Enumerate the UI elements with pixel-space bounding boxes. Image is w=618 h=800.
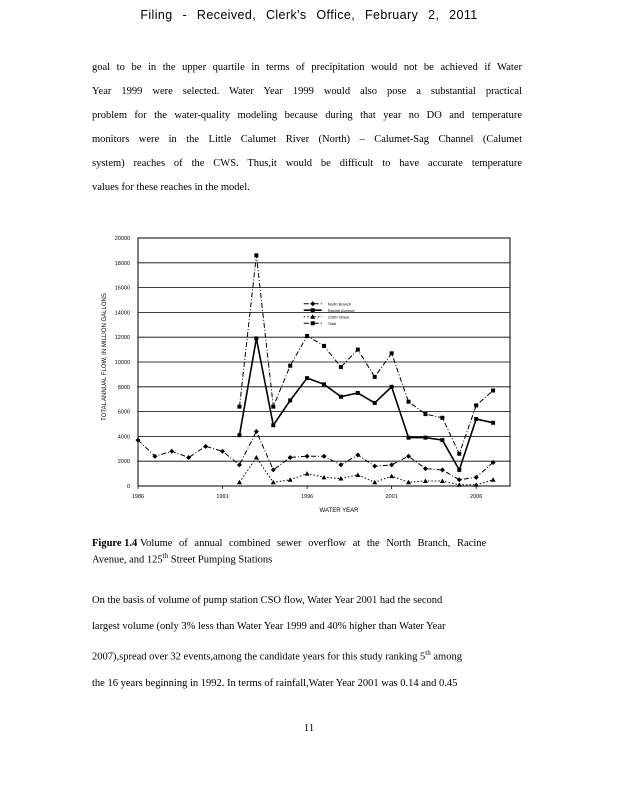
y-axis-label: TOTAL ANNUAL FLOW, IN MILLION GALLONS [102,293,108,421]
data-point [254,253,258,257]
data-point [440,416,444,420]
data-point [373,401,377,405]
data-point [288,364,292,368]
data-point [491,421,495,425]
paragraph-line: largest volume (only 3% less than Water Year 1999 and 40% higher than Water Year [92,621,446,632]
data-point [203,444,208,449]
paragraph-line: goal to be in the upper quartile in terms of precipitation would not be achieved if Water [92,62,522,73]
data-point [288,398,292,402]
series-line [138,431,493,479]
data-point [356,348,360,352]
data-point [339,365,343,369]
y-tick-label: 12000 [114,335,130,342]
data-point [288,477,293,482]
paragraph-superscript: th [425,649,431,657]
data-point [457,468,461,472]
data-point [254,336,258,340]
paragraph-text: 2007),spread over 32 events,among the candidate years for this study ranking 5 [92,651,426,663]
data-point [254,455,259,460]
filing-header: Filing - Received, Clerk's Office, February 2, 2011 [140,8,478,22]
data-point [237,462,242,467]
paragraph-line: values for these reaches in the model. [92,182,250,193]
caption-text: Volume of annual combined sewer overflow at the North Branch, Racine [139,538,487,549]
y-tick-label: 4000 [117,434,130,441]
data-point [310,301,315,306]
data-point [372,480,377,485]
y-tick-label: 0 [126,484,130,490]
data-point [305,376,309,380]
legend-label: Total [327,321,337,327]
caption-superscript: th [162,552,169,560]
data-point [474,417,478,421]
series-line [240,255,494,453]
data-point [372,464,377,469]
legend-label: 125th Street [327,314,350,320]
paragraph-line: system) reaches of the CWS. Thus,it would be difficult to have accurate temperature [92,158,522,169]
legend-label: North Branch [327,301,352,307]
data-point [457,477,462,482]
paragraph-line: problem for the water-quality modeling because during that year no DO and temperature [92,110,522,121]
paragraph-line [92,640,522,671]
x-tick-label: 1996 [300,494,314,500]
data-point [389,474,394,479]
data-point [288,455,293,460]
y-tick-label: 14000 [114,310,130,317]
series-line [240,338,494,470]
data-point [423,412,427,416]
y-tick-label: 2000 [117,459,130,466]
data-point [271,423,275,427]
data-point [491,389,495,393]
paragraph-2 [92,588,522,697]
x-tick-label: 1991 [216,494,229,500]
data-point [339,395,343,399]
data-point [220,449,225,454]
data-point [440,467,445,472]
data-point [390,351,394,355]
y-tick-label: 16000 [114,285,130,292]
data-point [406,480,411,485]
data-point [355,472,360,477]
data-point [271,405,275,409]
paragraph-text: among [430,651,462,663]
data-point [338,462,343,467]
caption-text: Avenue, and 125 [92,554,163,566]
y-tick-label: 10000 [114,360,130,366]
data-point [423,479,428,484]
data-point [389,462,394,467]
figure-label: Figure 1.4 [92,538,138,549]
data-point [254,429,259,434]
data-point [237,480,242,485]
data-point [311,308,315,312]
x-tick-label: 2006 [470,494,483,500]
data-point [474,403,478,407]
paragraph-line: the 16 years beginning in 1992. In terms of rainfall,Water Year 2001 was 0.14 and 0.45 [92,677,458,689]
y-tick-label: 8000 [117,384,130,391]
caption-text: Street Pumping Stations [168,554,273,566]
x-tick-label: 2001 [385,494,398,500]
data-point [305,334,309,338]
data-point [407,400,411,404]
data-point [169,449,174,454]
y-tick-label: 6000 [117,409,130,416]
page-number: 11 [303,722,315,734]
y-tick-label: 18000 [114,260,130,267]
paragraph-1 [92,56,522,200]
data-point [305,454,310,459]
paragraph-line: monitors were in the Little Calumet River (North) – Calumet-Sag Channel (Calumet [92,134,522,145]
data-point [338,476,343,481]
chart-svg [92,228,522,528]
data-point [423,466,428,471]
x-tick-label: 1986 [131,494,145,500]
data-point [322,475,327,480]
data-point [423,436,427,440]
data-point [322,382,326,386]
paragraph-line: Year 1999 were selected. Water Year 1999 would also pose a substantial practical [92,86,522,97]
cso-volume-chart [92,228,522,528]
data-point [373,375,377,379]
data-point [237,405,241,409]
data-point [491,477,496,482]
paragraph-line: On the basis of volume of pump station CSO flow, Water Year 2001 had the second [92,595,443,606]
data-point [356,391,360,395]
data-point [440,438,444,442]
y-tick-label: 20000 [114,236,130,242]
data-point [457,452,461,456]
data-point [311,321,315,325]
figure-caption [92,537,512,567]
legend-label: Racine Avenue [327,308,355,314]
data-point [407,436,411,440]
data-point [305,471,310,476]
data-point [474,482,479,487]
data-point [390,385,394,389]
data-point [322,344,326,348]
data-point [237,433,241,437]
data-point [322,454,327,459]
data-point [440,479,445,484]
data-point [457,482,462,487]
x-axis-label: WATER YEAR [319,508,359,514]
